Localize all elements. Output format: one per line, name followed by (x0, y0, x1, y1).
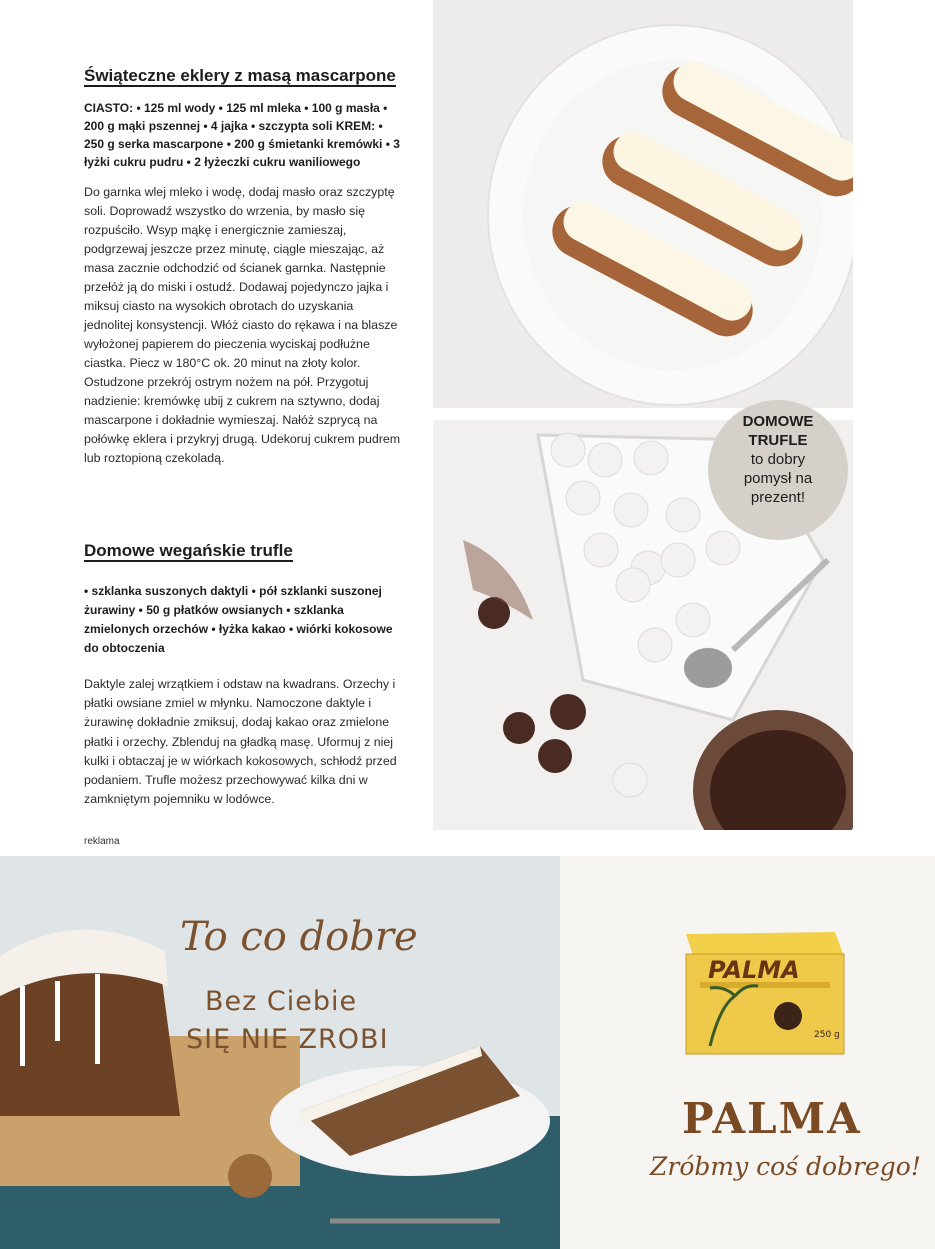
eclairs-photo (433, 0, 853, 408)
ad-slogan-line: SIĘ NIE ZROBI (186, 1024, 389, 1055)
badge-line: TRUFLE (748, 432, 808, 449)
ad-cake-photo (0, 856, 560, 1249)
recipe-title: Świąteczne eklery z masą mascarpone (84, 66, 396, 85)
ad-tagline: Zróbmy coś dobrego! (650, 1152, 921, 1181)
ad-label: reklama (84, 836, 120, 847)
badge-line: prezent! (750, 489, 806, 506)
badge-line: pomysł na (743, 470, 813, 487)
recipe-title: Domowe wegańskie trufle (84, 541, 293, 560)
pack-brand: PALMA (708, 956, 800, 984)
recipe-ingredients: • szklanka suszonych daktyli • pół szklanki suszonej żurawiny • 50 g płatków owsianych • szklanka zmielonych orzechów • łyżka kakao • wiórki kokosowe do obtoczenia (84, 584, 393, 655)
badge-line: to dobry (750, 451, 806, 468)
badge-line: DOMOWE (742, 413, 814, 430)
margarine-pack-icon (560, 856, 935, 1249)
recipe-eclairs (84, 66, 404, 468)
recipe-ingredients: CIASTO: • 125 ml wody • 125 ml mleka • 100 g masła • 200 g mąki pszennej • 4 jajka • szczypta soli KREM: • 250 g serka mascarpone • 200 g śmietanki kremówki • 3 łyżki cukru pudru • 2 łyżeczki cukru waniliowego (84, 101, 400, 169)
ad-product-panel (560, 856, 935, 1249)
truffles-badge (708, 400, 848, 540)
recipe-method: Daktyle zalej wrzątkiem i odstaw na kwadrans. Orzechy i płatki owsiane zmiel w młynku. Namoczone daktyle i żurawinę dokładnie zmiksuj, dodaj kakao oraz zmielone płatki i orzechy. Zblenduj na gładką masę. Uformuj z niej kulki i obtaczaj je w wiórkach kokosowych, schłodź przed podaniem. Trufle możesz przechowywać kilka dni w zamkniętym pojemniku w lodówce. (84, 677, 397, 807)
ad-slogan-line: Bez Ciebie (205, 986, 358, 1017)
pack-weight: 250 g (814, 1030, 840, 1040)
palma-advertisement (0, 856, 935, 1249)
ad-brand: PALMA (682, 1094, 862, 1143)
recipe-method: Do garnka wlej mleko i wodę, dodaj masło oraz szczyptę soli. Doprowadź wszystko do wrzenia, by masło się rozpuściło. Wsyp mąkę i energicznie zamieszaj, podgrzewaj jeszcze przez minutę, ciągle mieszając, aż masa zacznie odchodzić od ścianek garnka. Następnie przełóż ją do miski i ostudź. Dodawaj pojedynczo jajka i miksuj ciasto na wysokich obrotach do uzyskania jednolitej konsystencji. Włóż ciasto do rękawa i na blasze wyłożonej papierem do pieczenia wyciskaj podłużne ciastka. Piecz w 180°C ok. 20 minut na złoty kolor. Ostudzone przekrój ostrym nożem na pół. Przygotuj nadzienie: kremówkę ubij z cukrem na sztywno, dodaj mascarpone i dokładnie wymieszaj. Nałóż szprycą na połówkę eklera i przykryj drugą. Udekoruj cukrem pudrem lub roztopioną czekoladą. (84, 185, 401, 465)
ad-slogan-line: To co dobre (180, 914, 418, 960)
